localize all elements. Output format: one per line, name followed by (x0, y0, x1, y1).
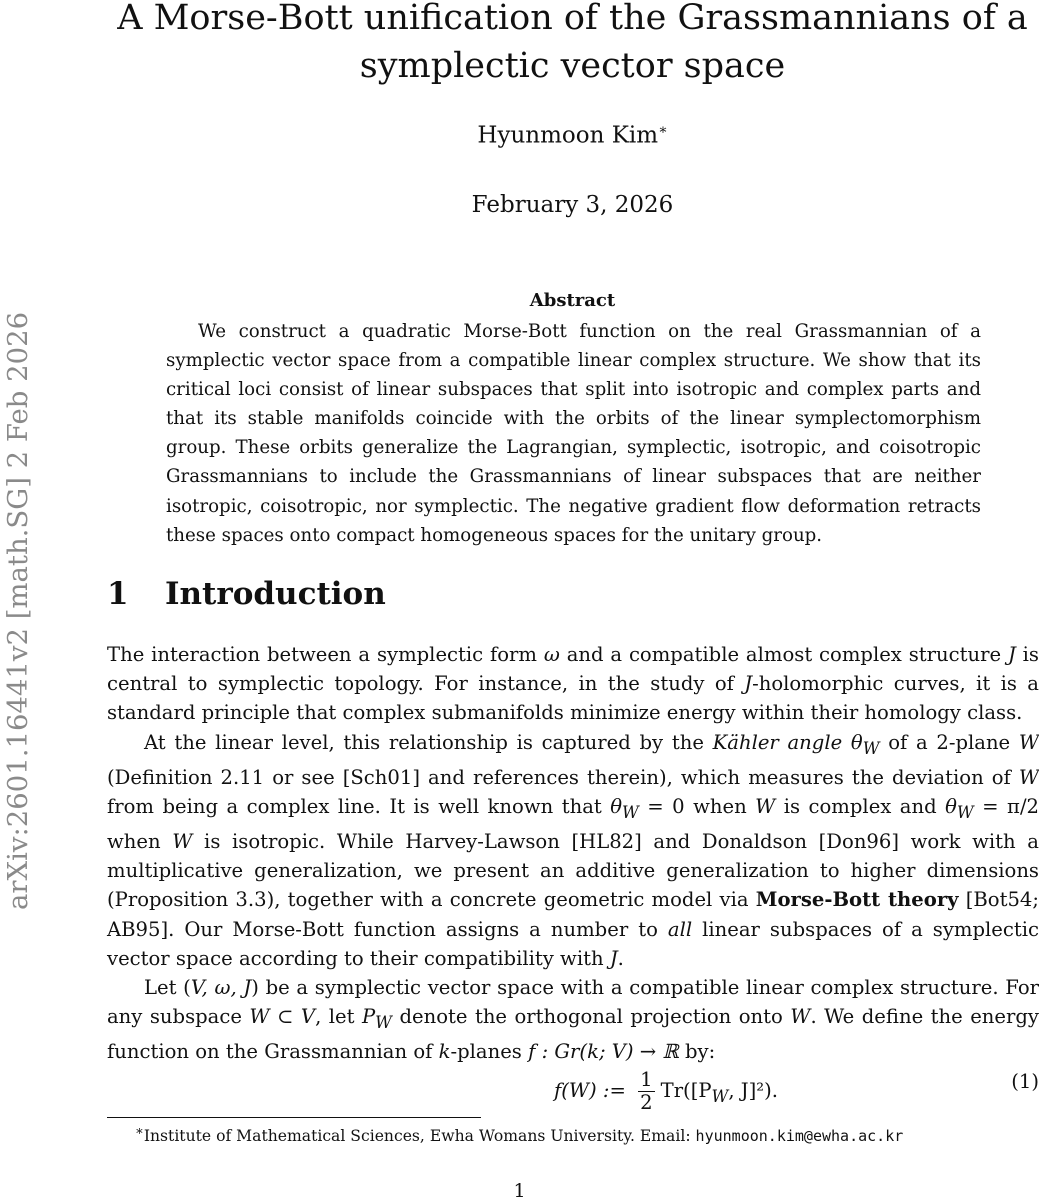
email-link[interactable]: hyunmoon.kim@ewha.ac.kr (695, 1127, 904, 1146)
author-name: Hyunmoon Kim (477, 122, 659, 149)
paragraph-3: Let (V, ω, J) be a symplectic vector space with a compatible linear complex structure. For any subspace W ⊂ V, let $P_W$ denote the orthogonal projection onto W. We define the energy function on the Grassmannian of k-planes f : Gr(k; V) → ℝ by: (107, 976, 1039, 1064)
abstract-text: We construct a quadratic Morse-Bott function on the real Grassmannian of a symplectic vector space from a compatible linear complex structure. We show that its critical loci consist of linear subspaces that split into isotropic and complex parts and that its stable manifolds coincide with the orbits of the linear symplectomorphism group. These orbits generalize the Lagrangian, symplectic, isotropic, and coisotropic Grassmannians to include the Grassmannians of linear subspaces that are neither isotropic, coisotropic, nor symplectic. The negative gradient flow deformation retracts these spaces onto compact homogeneous spaces for the unitary group. (166, 321, 981, 546)
definition-ref[interactable]: (Definition 2.11 or see [Sch01] and references therein), which measures the deviation of (107, 765, 1019, 789)
paragraph-1: The interaction between a symplectic form ω and a compatible almost complex structure J is central to symplectic topology. For instance, in the study of J-holomorphic curves, it is a standard principle that complex submanifolds minimize energy within their homology class. (107, 643, 1039, 725)
paragraph-2: At the linear level, this relationship is captured by the Kähler angle $\theta_W$ of a 2-plane W (Definition 2.11 or see [Sch01] and references therein), which measures the deviation of W from being a complex line. It is well known that $\theta_W = 0$ when W is complex and $\theta_W = \pi/2$ when W is isotropic. While Harvey-Lawson [HL82] and Donaldson [Don96] work with a multiplicative generalization, we present an additive generalization to higher dimensions (Proposition 3.3), together with a concrete geometric model via Morse-Bott theory [Bot54; AB95]. Our Morse-Bott function assigns a number to all linear subspaces of a symplectic vector space according to their compatibility with J. (107, 730, 1039, 970)
citation-text[interactable]: is isotropic. While Harvey-Lawson [HL82] and Donaldson [Don96] work with a multiplicative generalization, we present an additive generalization to higher dimensions (Proposition 3.3), together with a concrete geometric model via (107, 830, 1039, 912)
footnote-rule (107, 1117, 481, 1118)
section-heading (107, 576, 386, 612)
equation-body: f(W) := $\frac{1}{2}$ $Tr([P_W$, J]²). (554, 1068, 779, 1114)
citation-bot54-ab95[interactable]: [Bot54; AB95]. Our Morse-Bott function assigns a number to (107, 888, 1039, 941)
footnote: ∗Institute of Mathematical Sciences, Ewha Womans University. Email: hyunmoon.kim@ewha.ac.kr (135, 1124, 904, 1146)
arxiv-stamp: arXiv:2601.16441v2 [math.SG] 2 Feb 2026 (2, 311, 34, 910)
title-line-1: A Morse-Bott unification of the Grassmannians of a (117, 0, 1028, 38)
equation-number: (1) (1011, 1070, 1039, 1093)
section-title: Introduction (165, 576, 386, 612)
author (100, 122, 1039, 149)
title-line-2: symplectic vector space (359, 46, 786, 86)
paper-title (100, 0, 1039, 90)
fraction-one-half: $\frac{1}{2}$ (640, 1068, 653, 1114)
section-number: 1 (107, 576, 129, 612)
author-footnote-mark[interactable]: ∗ (658, 122, 668, 138)
date: February 3, 2026 (471, 192, 674, 218)
footnote-mark: ∗ (135, 1124, 144, 1139)
body-text (107, 640, 1039, 1067)
equation-1 (107, 1057, 1039, 1113)
page-number: 1 (513, 1180, 526, 1202)
morse-bott-theory-term: Morse-Bott theory (755, 888, 959, 912)
abstract-heading: Abstract (529, 290, 616, 311)
